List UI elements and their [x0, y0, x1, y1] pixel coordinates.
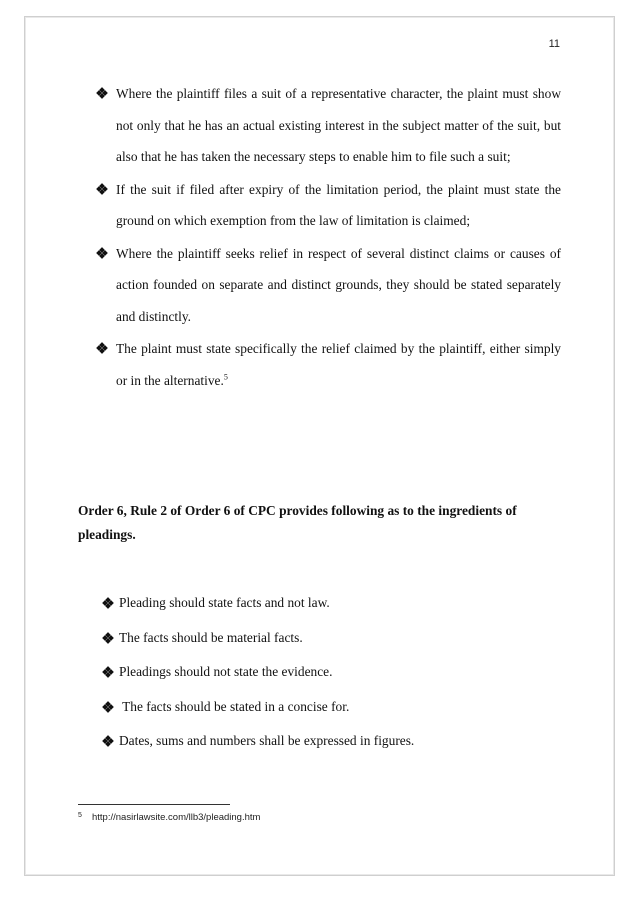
list-item-text: Where the plaintiff files a suit of a representative character, the plaint must show not only that he has an actual existing interest in the subject matter of the suit, but also that he has taken the necessary steps to enable him to file such a suit;	[116, 86, 561, 164]
section-heading: Order 6, Rule 2 of Order 6 of CPC provides following as to the ingredients of pleadings.	[78, 503, 517, 542]
four-diamond-bullet-icon	[103, 702, 113, 712]
list-item-text: The plaint must state specifically the relief claimed by the plaintiff, either simply or in the alternative.	[116, 341, 561, 388]
list-item	[97, 174, 561, 237]
four-diamond-bullet-icon	[103, 598, 113, 608]
list-item	[97, 238, 561, 333]
list-item	[103, 621, 563, 656]
footnote	[78, 812, 260, 823]
four-diamond-bullet-icon	[97, 184, 107, 194]
list-item-text: Pleading should state facts and not law.	[119, 595, 330, 610]
list-item-text: Pleadings should not state the evidence.	[119, 664, 333, 679]
four-diamond-bullet-icon	[103, 633, 113, 643]
four-diamond-bullet-icon	[97, 343, 107, 353]
list-item	[97, 78, 561, 173]
list-item	[103, 586, 563, 621]
list-item	[97, 333, 561, 396]
list-item	[103, 724, 563, 759]
list-item-text: Where the plaintiff seeks relief in respect of several distinct claims or causes of action founded on separate and distinct grounds, they should be stated separately and distinctly.	[116, 245, 561, 324]
four-diamond-bullet-icon	[103, 667, 113, 677]
list-item-text: Dates, sums and numbers shall be expressed in figures.	[119, 733, 415, 748]
list-item	[103, 655, 563, 690]
list-item-text: The facts should be stated in a concise for.	[119, 698, 350, 714]
four-diamond-bullet-icon	[97, 88, 107, 98]
page-number: 11	[548, 38, 560, 50]
list-item-text: The facts should be material facts.	[119, 629, 303, 645]
pleading-ingredients-list	[103, 586, 563, 759]
footnote-separator	[78, 804, 230, 805]
four-diamond-bullet-icon	[103, 736, 113, 746]
list-item	[103, 690, 563, 725]
footnote-link[interactable]: http://nasirlawsite.com/llb3/pleading.htm	[92, 812, 261, 823]
four-diamond-bullet-icon	[97, 248, 107, 258]
list-item-text: If the suit if filed after expiry of the limitation period, the plaint must state the ground on which exemption from the law of limitation is claimed;	[116, 181, 561, 228]
footnote-number: 5	[78, 812, 82, 819]
footnote-reference[interactable]: 5	[223, 372, 228, 382]
plaint-requirements-list	[97, 78, 561, 396]
